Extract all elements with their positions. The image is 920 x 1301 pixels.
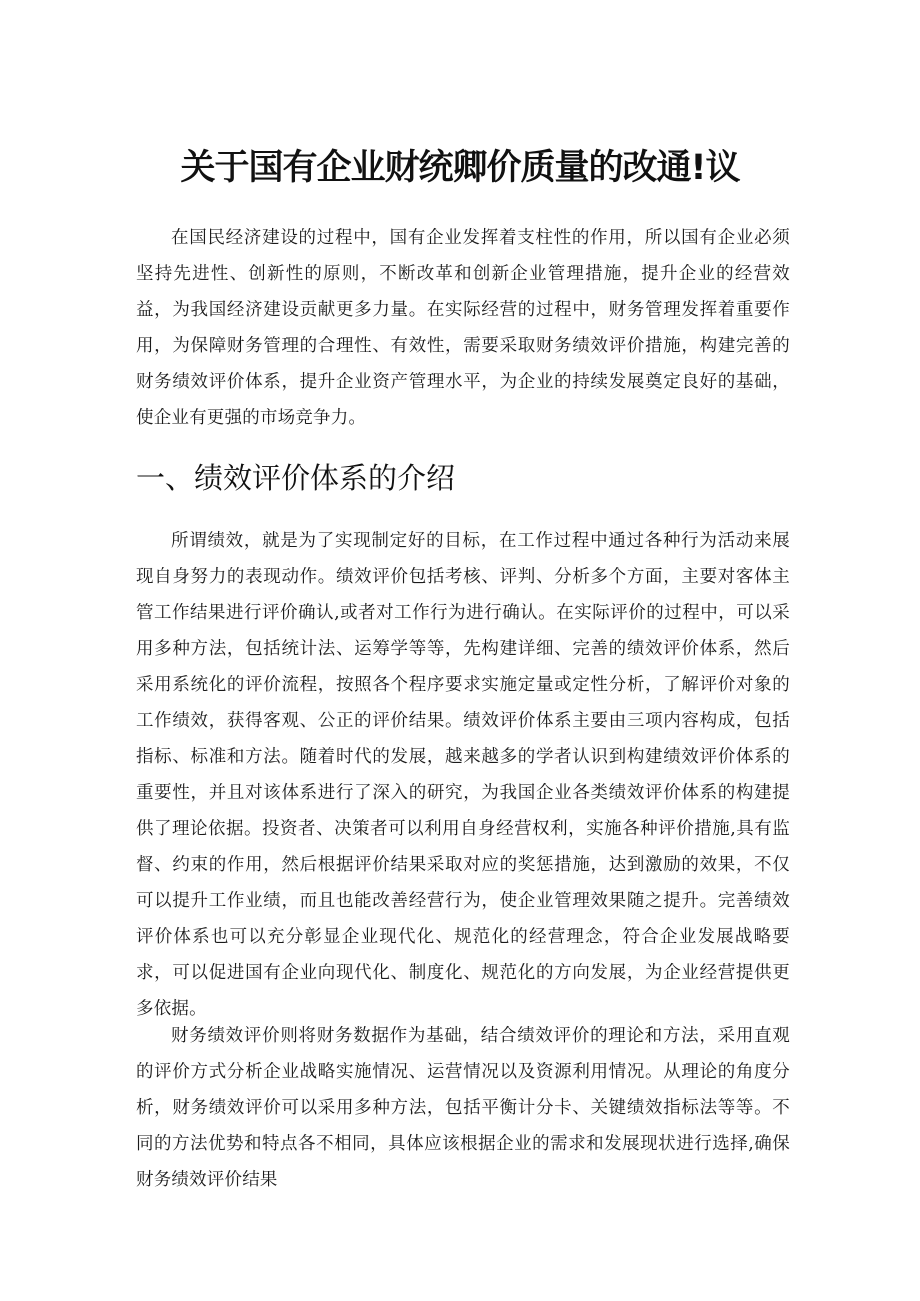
section-heading: 一、绩效评价体系的介绍 <box>136 461 456 495</box>
intro-paragraph: 在国民经济建设的过程中，国有企业发挥着支柱性的作用，所以国有企业必须坚持先进性、创新性的原则，不断改革和创新企业管理措施，提升企业的经营效益，为我国经济建设贡献更多力量。在实际经营的过程中，财务管理发挥着重要作用，为保障财务管理的合理性、有效性，需要采取财务绩效评价措施，构建完善的财务绩效评价体系，提升企业资产管理水平，为企业的持续发展奠定良好的基础，使企业有更强的市场竞争力。 <box>136 228 790 428</box>
document-title: 关于国有企业财统卿价质量的改通!议 <box>180 148 740 188</box>
section-paragraph-1: 所谓绩效，就是为了实现制定好的目标，在工作过程中通过各种行为活动来展现自身努力的表现动作。绩效评价包括考核、评判、分析多个方面，主要对客体主管工作结果进行评价确认,或者对工作行为进行确认。在实际评价的过程中，可以采用多种方法，包括统计法、运筹学等等，先构建详细、完善的绩效评价体系，然后采用系统化的评价流程，按照各个程序要求实施定量或定性分析，了解评价对象的工作绩效，获得客观、公正的评价结果。绩效评价体系主要由三项内容构成，包括指标、标准和方法。随着时代的发展，越来越多的学者认识到构建绩效评价体系的重要性，并且对该体系进行了深入的研究，为我国企业各类绩效评价体系的构建提供了理论依据。投资者、决策者可以利用自身经营权利，实施各种评价措施,具有监督、约束的作用，然后根据评价结果采取对应的奖惩措施，达到激励的效果，不仅可以提升工作业绩，而且也能改善经营行为，使企业管理效果随之提升。完善绩效评价体系也可以充分彰显企业现代化、规范化的经营理念，符合企业发展战略要求，可以促进国有企业向现代化、制度化、规范化的方向发展，为企业经营提供更多依据。 <box>136 531 790 1019</box>
section-paragraph-2: 财务绩效评价则将财务数据作为基础，结合绩效评价的理论和方法，采用直观的评价方式分析企业战略实施情况、运营情况以及资源利用情况。从理论的角度分析，财务绩效评价可以采用多种方法，包括平衡计分卡、关键绩效指标法等等。不同的方法优势和特点各不相同，具体应该根据企业的需求和发展现状进行选择,确保财务绩效评价结果 <box>136 1026 790 1190</box>
